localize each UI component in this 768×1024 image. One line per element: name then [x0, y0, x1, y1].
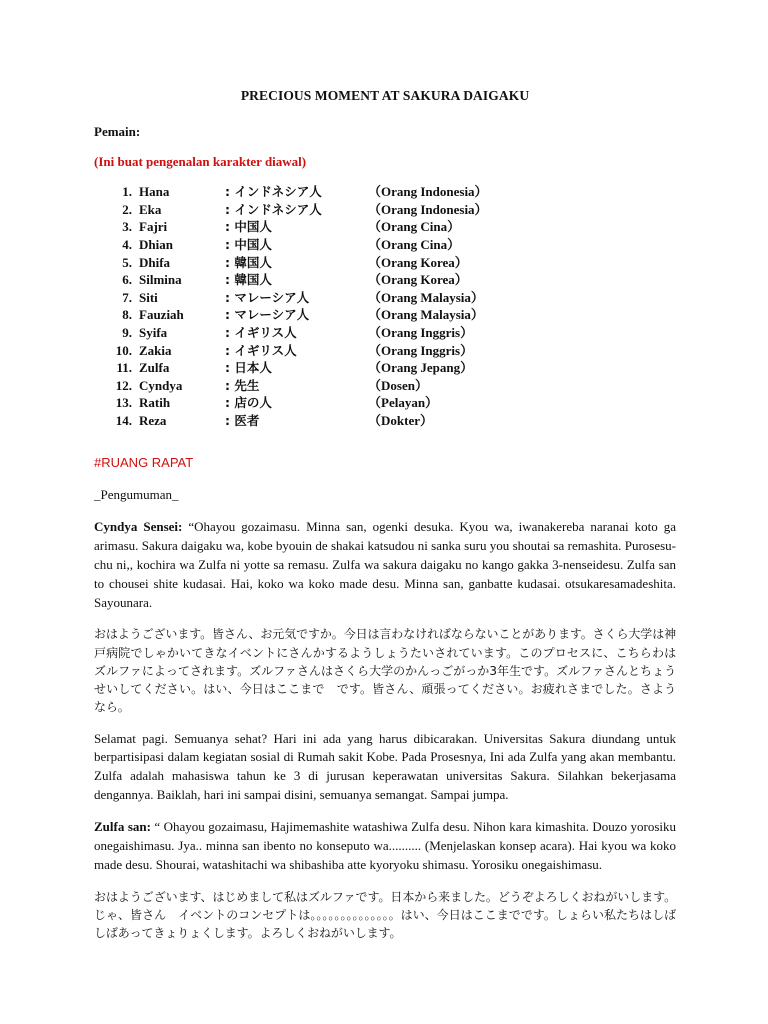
cast-item	[94, 342, 676, 360]
cast-role: : 先生	[225, 377, 260, 393]
cast-nationality: （Orang Korea）	[368, 254, 468, 270]
cast-name: Reza	[139, 412, 167, 428]
cast-number: 11.	[116, 360, 132, 376]
document-page	[94, 86, 676, 955]
cast-nationality: （Orang Cina）	[368, 237, 461, 253]
dialog-text: “ Ohayou gozaimasu, Hajimemashite watashiwa Zulfa desu. Nihon kara kimashita. Douzo yorosiku onegaishimasu. Jya.. minna san ibento no konseputo wa.......... (Menjelaskan konsep acara). Hai kyou wa koko made desu. Shourai, watashitachi wa shibashiba atte kyoryoku shimasu. Yorosiku onegaishimasu.	[94, 819, 676, 872]
cast-number: 10.	[115, 342, 132, 358]
dialog-text: “Ohayou gozaimasu. Minna san, ogenki desuka. Kyou wa, iwanakereba naranai koto ga arimasu. Sakura daigaku wa, kobe byouin de shakai katsudou ni sanka suru you shoutai sa remashita. Purosesu-chu ni,, kochira wa Zulfa ni yotte sa remasu. Zulfa wa sakura daigaku no kango gakka 3-nenseidesu. Zulfa san to chousei shite kudasai. Hai, koko wa koko made desu. Minna san, ganbatte kudasai. otsukaresamadeshita. Sayounara.	[94, 519, 676, 610]
cast-role: : 中国人	[225, 219, 272, 235]
cast-nationality: （Dokter）	[368, 412, 433, 428]
cast-name: Dhifa	[139, 254, 171, 270]
cast-role: : マレーシア人	[225, 307, 310, 323]
cast-number: 14.	[115, 412, 132, 428]
cast-name: Fauziah	[139, 307, 184, 323]
cast-item	[94, 359, 676, 377]
dialog-romaji-cyndya	[94, 518, 676, 612]
cast-number: 9.	[122, 325, 132, 340]
cast-name: Fajri	[139, 219, 168, 235]
cast-number: 7.	[122, 289, 132, 305]
cast-name: Cyndya	[139, 377, 183, 393]
cast-nationality: （Orang Inggris）	[368, 325, 474, 340]
cast-number: 2.	[122, 201, 132, 217]
subheading: _Pengumuman_	[94, 487, 179, 503]
cast-nationality: （Dosen）	[368, 377, 428, 393]
cast-nationality: （Orang Malaysia）	[368, 289, 484, 305]
cast-number: 13.	[115, 395, 132, 411]
cast-number: 4.	[122, 237, 132, 253]
cast-role: : 韓国人	[225, 254, 272, 270]
dialog-indonesian-cyndya: Selamat pagi. Semuanya sehat? Hari ini ada yang harus dibicarakan. Universitas Sakura diundang untuk berpartisipasi dalam kegiatan sosial di Rumah sakit Kobe. Pada Prosesnya, Ini ada Zulfa yang akan membantu. Zulfa adalah mahasiswa tahun ke 3 di jurusan keperawatan universitas Sakura. Silahkan bekerjasama dengannya. Baiklah, hari ini sampai disini, semuanya semangat. Sampai jumpa.	[94, 730, 676, 803]
dialog-japanese-zulfa: おはようございます、はじめまして私はズルファです。日本から来ました。どうぞよろしくおねがいします。じゃ、皆さん イベントのコンセプトは。。。。。。。。。。。。。。はい、今日はここまでです。しょらい私たちはしばしばあってきょりょくします。よろしくおねがいします。	[94, 889, 676, 941]
cast-number: 5.	[122, 254, 132, 270]
cast-number: 6.	[122, 272, 132, 288]
cast-item	[94, 218, 676, 236]
cast-role: : 医者	[225, 412, 260, 428]
cast-nationality: （Orang Malaysia）	[368, 307, 484, 323]
cast-role: : イギリス人	[225, 342, 297, 358]
cast-number: 12.	[115, 377, 132, 393]
cast-item	[94, 324, 676, 342]
cast-item	[94, 201, 676, 219]
document-title: PRECIOUS MOMENT AT SAKURA DAIGAKU	[240, 88, 530, 103]
cast-item	[94, 377, 676, 395]
cast-role: : インドネシア人	[225, 184, 322, 200]
cast-number: 1.	[122, 184, 132, 200]
cast-item	[94, 254, 676, 272]
cast-name: Zakia	[139, 342, 172, 358]
speaker-name: Zulfa san:	[94, 819, 151, 835]
cast-item	[94, 271, 676, 289]
cast-name: Hana	[139, 184, 170, 200]
cast-list	[94, 183, 676, 429]
cast-role: : 日本人	[225, 360, 272, 376]
cast-role: : 韓国人	[225, 272, 272, 288]
cast-role: : 中国人	[225, 237, 272, 253]
cast-name: Eka	[139, 201, 162, 217]
cast-role: : 店の人	[225, 395, 272, 411]
cast-item	[94, 412, 676, 430]
cast-item	[94, 183, 676, 201]
cast-label: Pemain:	[94, 123, 141, 139]
cast-name: Syifa	[139, 325, 168, 340]
cast-nationality: （Orang Indonesia）	[368, 201, 488, 217]
cast-number: 3.	[122, 219, 132, 235]
cast-name: Silmina	[139, 272, 182, 288]
cast-item	[94, 236, 676, 254]
cast-nationality: （Orang Korea）	[368, 272, 468, 288]
cast-name: Zulfa	[139, 360, 170, 376]
dialog-japanese-cyndya: おはようございます。皆さん、お元気ですか。今日は言わなければならないことがあります。さくら大学は神戸病院でしゃかいてきなイベントにさんかするようしょうたいされています。このプロセスに、こちらわはズルファによってされます。ズルファさんはさくら大学のかんっごがっか3年生です。ズルファさんとちょうせいしてください。はい、今日はここまで です。皆さん、頑張ってください。お疲れさまでした。さようなら。	[94, 627, 676, 715]
cast-item	[94, 306, 676, 324]
cast-name: Dhian	[139, 237, 173, 253]
cast-nationality: （Orang Inggris）	[368, 342, 474, 358]
speaker-name: Cyndya Sensei:	[94, 519, 183, 535]
cast-name: Siti	[139, 289, 158, 305]
cast-nationality: （Orang Cina）	[368, 219, 461, 235]
cast-role: : マレーシア人	[225, 289, 310, 305]
section-heading: #RUANG RAPAT	[94, 454, 194, 470]
cast-role: : イギリス人	[225, 325, 297, 340]
cast-number: 8.	[122, 307, 132, 323]
cast-item	[94, 394, 676, 412]
cast-item	[94, 289, 676, 307]
cast-nationality: （Pelayan）	[368, 395, 439, 411]
cast-role: : インドネシア人	[225, 201, 322, 217]
dialog-romaji-zulfa	[94, 818, 676, 875]
cast-name: Ratih	[139, 395, 171, 411]
cast-intro-note: (Ini buat pengenalan karakter diawal)	[94, 154, 307, 170]
cast-nationality: （Orang Indonesia）	[368, 184, 488, 200]
cast-nationality: （Orang Jepang）	[368, 360, 474, 376]
